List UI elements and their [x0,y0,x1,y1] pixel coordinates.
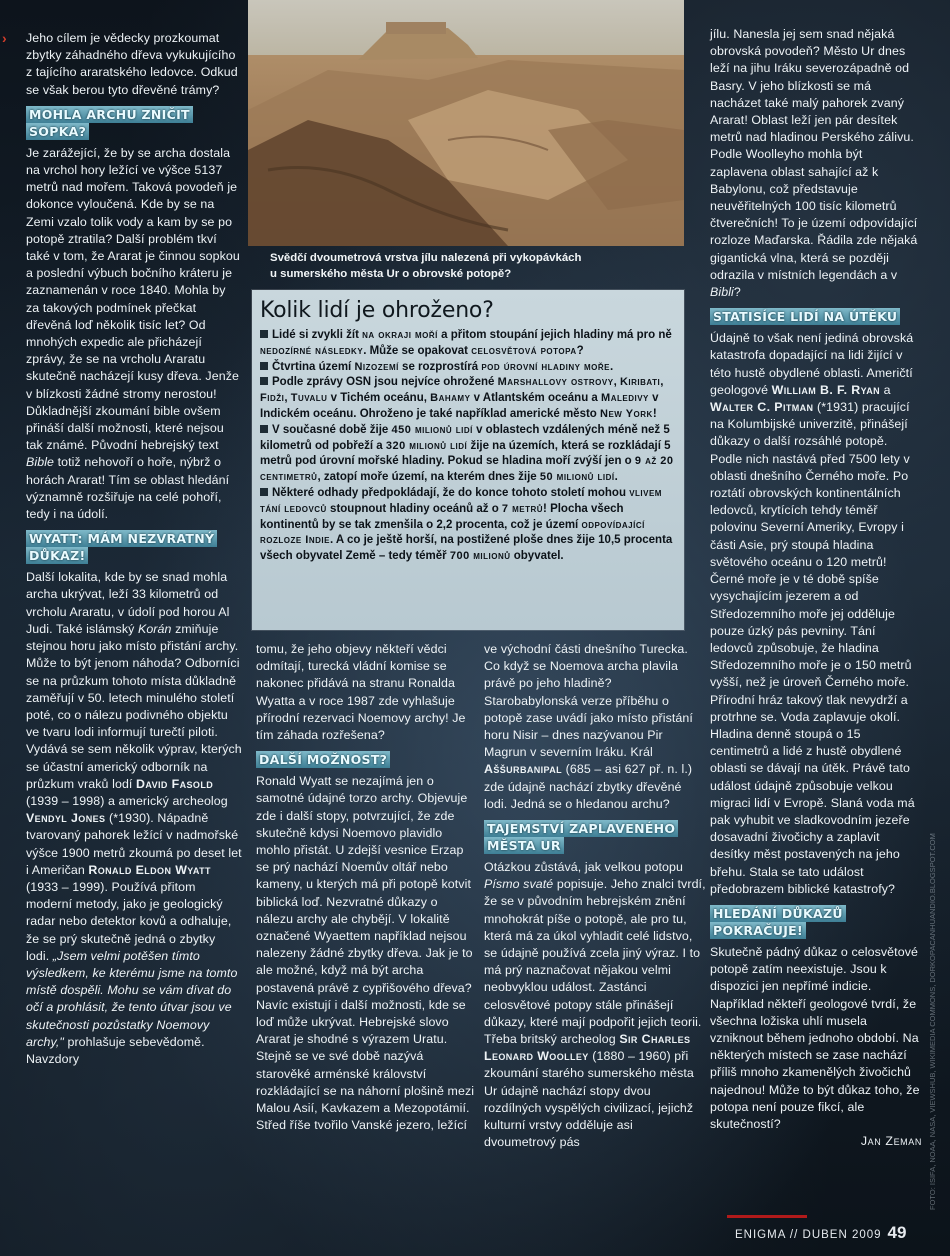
photo-credit: FOTO: ISIFA, NOAA, NASA, VIEWSHUB, WIKIMEDIA COMMONS, DORKOPACANHUANDIO.BLOGSPOT.COM [928,833,937,1210]
page-number: 49 [887,1223,907,1242]
paragraph: Skutečně pádný důkaz o celosvětové potopě zatím neexistuje. Jsou k dispozici jen nepřímé indicie. Například někteří geologové tvrdí, že všechna ložiska uhlí musela vzniknout během jednoho období. Na některých místech se zase nachází příliš mnoho zkamenělých živočichů najednou! Může to být důkaz toho, že potopa není pouze fikcí, ale skutečností? [710,944,920,1131]
box-item: Lidé si zvykli žít na okraji moří a přitom stoupání jejich hladiny má pro ně nedozírné následky. Může se opakovat celosvětová potopa? [260,329,672,357]
magazine-issue: ENIGMA // DUBEN 2009 [735,1229,882,1241]
author-name: Jan Zeman [860,1134,922,1149]
section-heading-statisice: STATISÍCE LIDÍ NA ÚTĚKU [710,309,922,326]
paragraph: Ronald Wyatt se nezajímá jen o samotné údajné torzo archy. Objevuje zde i další stopy, potvrzující, že zde skutečně kdysi Noemovo plavidlo mohlo přistát. U zdejší vesnice Erzap se prý nachází Noemův oltář nebo kameny, u kterých má při potopě kotvit biblická loď. Nezvratné důkazy o nálezu archy ale chybějí. V lokalitě označené Wyaettem například nejsou nalezeny žádné zbytky dřeva. Jak je to ale možné, když má být archa postavená právě z cypřišového dřeva? Navíc existují i další možnosti, kde se loď může ukrývat. Hebrejské slovo Ararat je shodné s výrazem Uratu. Stejně se ve své době nazývá starověké arménské království rozkládající se na náhorní plošině mezi Malou Asií, Kavkazem a Mezopotámií. Střed říše tvořilo Vanské jezero, ležící [256,774,475,1133]
footer-accent-line [727,1215,807,1218]
paragraph: ve východní části dnešního Turecka. Co když se Noemova archa plavila právě po jeho hladině? Starobabylonská verze příběhu o potopě zase uvádí jako místo přistání horu Nisir – dnes nazývanou Pir Magrun v severním Iráku. Král Aššurbanipal (685 – asi 627 př. n. l.) zde údajně nachází zbytky dřevěné lodi. Jedná se o hledanou archu? [484,642,693,811]
section-heading-wyatt: WYATT: MÁM NEZVRATNÝ DŮKAZ! [26,531,242,565]
square-bullet-icon [260,330,268,338]
square-bullet-icon [260,362,268,370]
photo-caption [270,250,650,282]
paragraph: Jeho cílem je vědecky prozkoumat zbytky záhadného dřeva vykukujícího z tajícího araratského ledovce. Odkud se však berou tyto dřevěné trámy? [26,31,238,97]
paragraph: Otázkou zůstává, jak velkou potopu Písmo svaté popisuje. Jeho znalci tvrdí, že se v původním hebrejském znění mnohokrát píše o potopě, ale pro tu, která má za úkol vyhladit celé lidstvo, se údajně používá zcela jiný výraz. I to má prý naznačovat nějakou velmi neobvyklou událost. Zastánci celosvětové potopy stále přinášejí důkazy, které mají podpořit jejich teorii. Třeba britský archeolog Sir Charles Leonard Woolley (1880 – 1960) při zkoumání starého sumerského města Ur údajně nachází stopy dvou rozdílných vyspělých civilizací, jejichž kulturní vrstvy odděluje asi dvoumetrový pás [484,860,706,1150]
caption-line-2: u sumerského města Ur o obrovské potopě? [270,268,512,280]
paragraph: Další lokalita, kde by se snad mohla archa ukrývat, leží 33 kilometrů od vrcholu Araratu, v údolí pod horou Al Judi. Také islámský Korán zmiňuje stejnou horu jako místo přistání archy. Může to být jenom náhoda? Odborníci se na průzkum tohoto místa důkladně zaměřují v 50. letech minulého století poté, co o nálezu podivného objektu ve tvaru lodi informují turečtí piloti. Vydává se sem několik výprav, kterých se účastní americký odborník na průzkum vraků lodí David Fasold (1939 – 1998) a americký archeolog Vendyl Jones (*1930). Nápadně tvarovaný pahorek ležící v nadmořské výšce 1900 metrů zkoumá po deset let i Američan Ronald Eldon Wyatt (1933 – 1999). Používá přitom moderní metody, jako je geologický radar nebo detektor kovů a odhaluje, že se prý skutečně jedná o zbytky lodi. „Jsem velmi potěšen tímto výsledkem, ke kterému jsme na tomto místě dospěli. Mohu se vám dívat do očí a prohlásit, že tento útvar jsou ve skutečnosti pozůstatky Noemovy archy," prohlašuje sebevědomě. Navzdory [26,570,242,1066]
info-box [252,290,684,630]
ur-excavation-photo [248,0,684,246]
box-items [252,326,684,565]
box-item: Některé odhady předpokládají, že do konce tohoto století mohou vlivem tání ledovců stoupnout hladiny oceánů až o 7 metrů! Plocha všech kontinentů by se tak zmenšila o 2,2 procenta, což je území odpovídající rozloze Indie. A co je ještě horší, na postižené ploše dnes žije 10,5 procenta všech obyvatel Země – tedy téměř 700 milionů obyvatel. [260,486,673,563]
paragraph: jílu. Nanesla jej sem snad nějaká obrovská povodeň? Město Ur dnes leží na jihu Iráku severozápadně od Basry. V jeho blízkosti se má nacházet také malý pahorek zvaný Ararat! Oblast leží jen pár desítek metrů nad hladinou Perského zálivu. Podle Woolleyho mohla být zaplavena oblast sahající až k Babylonu, což představuje neuvěřitelných 100 tisíc kilometrů čtverečních! To je území odpovídající rozloze Maďarska. Řádila zde nějaká gigantická vlna, která se později odrazila v místních legendách a v Bibli? [710,27,918,300]
box-title: Kolik lidí je ohroženo? [260,298,494,323]
box-item: V současné době žije 450 milionů lidí v oblastech vzdálených méně než 5 kilometrů od pobřeží a 320 milionů lidí žije na územích, která se rozkládají 5 metrů pod úrovní mořské hladiny. Pokud se hladina moří zvýší jen o 9 až 20 centimetrů, zatopí moře území, na kterém dnes žije 50 milionů lidí. [260,423,674,484]
paragraph: Údajně to však není jediná obrovská katastrofa dopadající na lidi žijící v této hustě obydlené oblasti. Američtí geologové William B. F. Ryan a Walter C. Pitman (*1931) pracující na Kolumbijské univerzitě, přinášejí důkazy o další rozsáhlé potopě. Podle nich nastává před 7500 lety v oblasti dnešního Černého moře. Po roztátí obrovských kontinentálních ledovců, krytících tehdy téměř polovinu Severní Ameriky, Evropy i části Asie, prý stoupá hladina světového oceánu o 120 metrů! Černé moře je v té době spíše vysychajícím jezerem a od Středozemního moře jej odděluje pouze úzký pás pevniny. Tání ledovců způsobuje, že hladina Středozemního moře je o 150 metrů vyšší, než je úroveň Černého moře. Přírodní hráz takový tlak nevydrží a protrhne se. Voda zaplavuje okolí. Hladina denně stoupá o 15 centimetrů a lidé z hustě obydlené oblasti se dávají na útěk. Právě tato událost údajně způsobuje velkou migraci lidí v Evropě. Slaná voda má pak vyhubit ve sladkovodním jezeře dosavadní živočichy a zaplavit desítky měst postavených na jeho břehu. Stala se tato událost předobrazem biblické katastrofy? [710,331,915,896]
column-2 [256,641,478,1134]
box-item: Podle zprávy OSN jsou nejvíce ohrožené Marshallovy ostrovy, Kiribati, Fidži, Tuvalu v Tichém oceánu, Bahamy v Atlantském oceánu a Maledivy v Indickém oceánu. Ohroženo je také například americké město New York! [260,376,664,420]
paragraph: tomu, že jeho objevy někteří vědci odmítají, turecká vládní komise se nakonec přidává na stranu Ronalda Wyatta a v roce 1987 zde vyhlašuje přírodní rezervaci Noemovy archy! Je tím záhada rozřešena? [256,642,466,743]
column-1 [26,30,242,1068]
column-4 [710,26,922,1150]
paragraph: Je zarážející, že by se archa dostala na vrchol hory ležící ve výšce 5137 metrů nad mořem. Taková povodeň je dokonce vyloučená. Kde by se na Zemi vzalo tolik vody a kam by se po potopě ztratila? Další problém tkví také v tom, že Ararat je činnou sopkou a poslední výbuch bočního kráteru je zaznamenán v roce 1840. Mohla by za takových podmínek přečkat dřevěná loď několik tisíc let? Od mnohých expedic ale přicházejí zprávy, že se na vrcholu Araratu skutečně nacházejí kusy dřeva. Jenže v blízkosti žádné stromy nerostou! Důkladnější zkoumání bible ovšem přináší další možnosti, které nejsou tak známé. Původní hebrejský text Bible totiž nehovoří o hoře, nýbrž o horách Ararat! Tím se oblast hledání významně rozšiřuje na celé pohoří, tedy i na údolí. [26,145,240,522]
square-bullet-icon [260,377,268,385]
section-heading-sopka: MOHLA ARCHU ZNIČIT SOPKA? [26,107,242,141]
page-footer [735,1223,906,1243]
section-heading-dalsi: DALŠÍ MOŽNOST? [256,752,478,769]
column-3 [484,641,706,1151]
box-item: Čtvrtina území Nizozemí se rozprostírá pod úrovní hladiny moře. [260,360,676,376]
square-bullet-icon [260,425,268,433]
caption-line-1: Svědčí dvoumetrová vrstva jílu nalezená při vykopávkách [270,252,582,264]
section-heading-hledani: HLEDÁNÍ DŮKAZŮ POKRAČUJE! [710,906,922,940]
section-heading-ur: TAJEMSTVÍ ZAPLAVENÉHO MĚSTA UR [484,821,706,855]
square-bullet-icon [260,488,268,496]
article-marker-icon: › [2,30,7,46]
excavation-image [248,0,684,246]
